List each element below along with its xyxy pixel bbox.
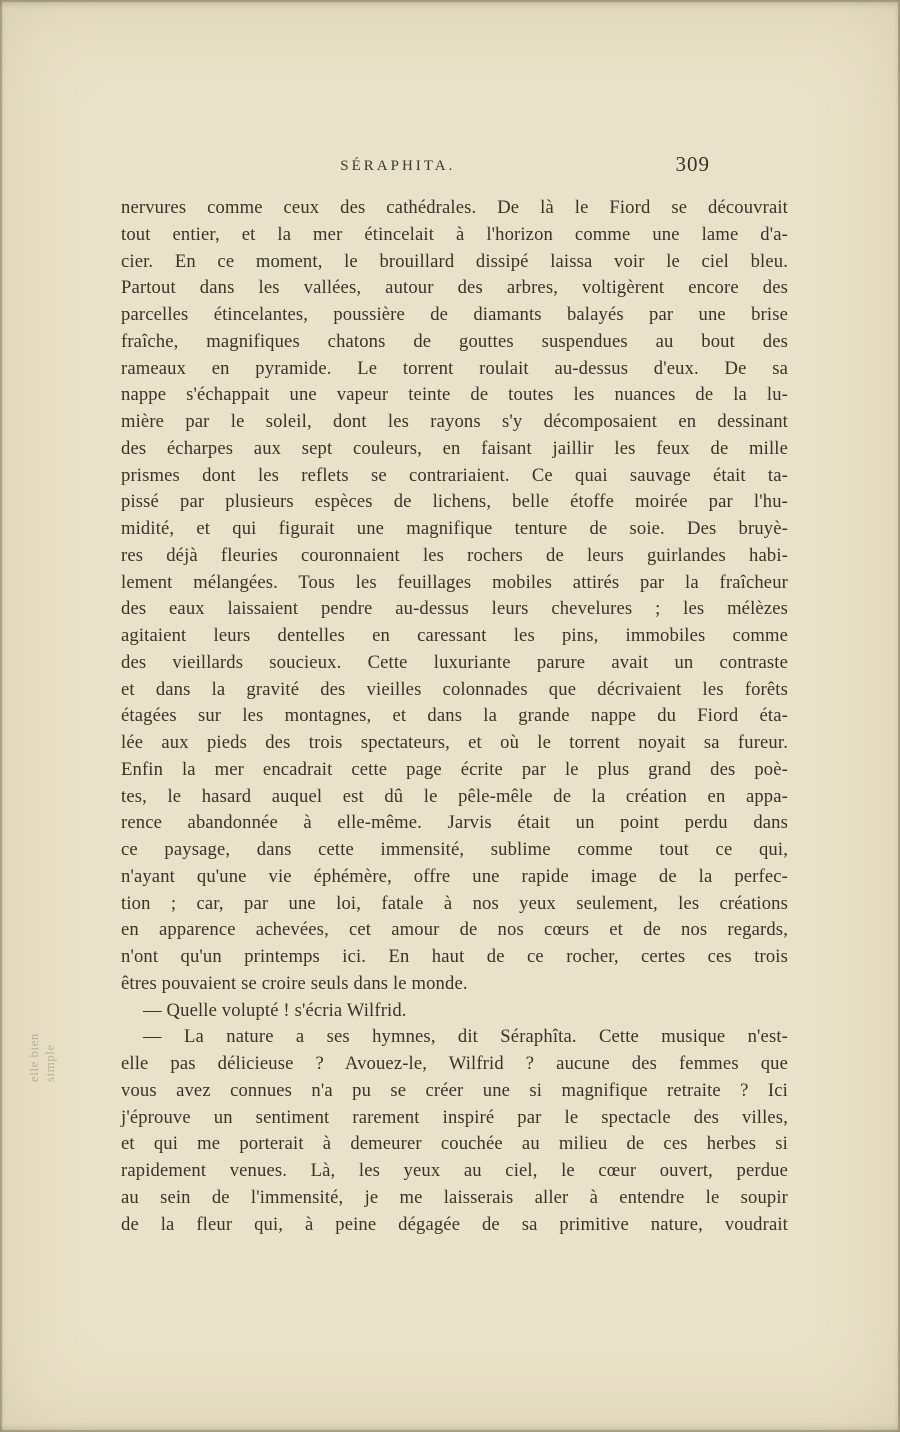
text-line: lement mélangées. Tous les feuillages mobiles attirés par la fraîcheur xyxy=(121,571,788,593)
text-line: des eaux laissaient pendre au-dessus leurs chevelures ; les mélèzes xyxy=(121,598,788,620)
page-header xyxy=(121,152,788,182)
text-line: ce paysage, dans cette immensité, sublime comme tout ce qui, xyxy=(121,839,788,860)
text-line: nappe s'échappait une vapeur teinte de toutes les nuances de la lu- xyxy=(121,384,788,406)
text-line: au sein de l'immensité, je me laisserais aller à entendre le soupir xyxy=(121,1186,788,1208)
text-line: Partout dans les vallées, autour des arbres, voltigèrent encore des xyxy=(121,277,788,299)
text-line: n'ayant qu'une vie éphémère, offre une rapide image de la perfec- xyxy=(121,865,788,887)
text-line: mière par le soleil, dont les rayons s'y décomposaient en dessinant xyxy=(121,411,788,432)
text-line: res déjà fleuries couronnaient les rochers de leurs guirlandes habi- xyxy=(121,544,788,566)
text-line: des écharpes aux sept couleurs, en faisant jaillir les feux de mille xyxy=(121,437,788,459)
text-line: en apparence achevées, cet amour de nos cœurs et de nos regards, xyxy=(121,919,788,941)
text-line: — La nature a ses hymnes, dit Séraphîta. Cette musique n'est- xyxy=(143,1026,788,1048)
text-line: rapidement venues. Là, les yeux au ciel, le cœur ouvert, perdue xyxy=(121,1160,788,1181)
text-line: — Quelle volupté ! s'écria Wilfrid. xyxy=(143,999,407,1021)
text-line: des vieillards soucieux. Cette luxuriante parure avait un contraste xyxy=(121,651,788,673)
text-line: midité, et qui figurait une magnifique tenture de soie. Des bruyè- xyxy=(121,518,788,539)
text-line: tion ; car, par une loi, fatale à nos yeux seulement, les créations xyxy=(121,892,788,914)
text-line: prismes dont les reflets se contrariaient. Ce quai sauvage était ta- xyxy=(121,464,788,486)
text-line: vous avez connues n'a pu se créer une si magnifique retraite ? Ici xyxy=(121,1079,788,1101)
text-line: j'éprouve un sentiment rarement inspiré par le spectacle des villes, xyxy=(121,1106,788,1128)
margin-bleedthrough-text: elle bien simple xyxy=(26,1033,57,1082)
text-line: nervures comme ceux des cathédrales. De là le Fiord se découvrait xyxy=(121,197,788,218)
text-line: de la fleur qui, à peine dégagée de sa primitive nature, voudrait xyxy=(121,1213,788,1235)
page-number: 309 xyxy=(675,152,710,176)
text-line: Enfin la mer encadrait cette page écrite par le plus grand des poè- xyxy=(121,758,788,780)
text-line: étagées sur les montagnes, et dans la grande nappe du Fiord éta- xyxy=(121,705,788,727)
text-line: n'ont qu'un printemps ici. En haut de ce rocher, certes ces trois xyxy=(121,946,788,967)
text-line: fraîche, magnifiques chatons de gouttes suspendues au bout des xyxy=(121,330,788,352)
text-line: et dans la gravité des vieilles colonnades que décrivaient les forêts xyxy=(121,678,788,700)
text-line: rence abandonnée à elle-même. Jarvis était un point perdu dans xyxy=(121,812,788,834)
text-line: agitaient leurs dentelles en caressant les pins, immobiles comme xyxy=(121,625,788,646)
text-line: rameaux en pyramide. Le torrent roulait au-dessus d'eux. De sa xyxy=(121,357,788,379)
text-line: lée aux pieds des trois spectateurs, et où le torrent noyait sa fureur. xyxy=(121,732,788,753)
text-line: et qui me porterait à demeurer couchée au milieu de ces herbes si xyxy=(121,1133,788,1155)
text-line: êtres pouvaient se croire seuls dans le monde. xyxy=(121,972,468,994)
text-line: elle pas délicieuse ? Avouez-le, Wilfrid ? aucune des femmes que xyxy=(121,1053,788,1074)
text-line: tes, le hasard auquel est dû le pêle-mêle de la création en appa- xyxy=(121,785,788,807)
running-title: SÉRAPHITA. xyxy=(340,158,456,174)
text-line: cier. En ce moment, le brouillard dissipé laissa voir le ciel bleu. xyxy=(121,250,788,272)
text-line: pissé par plusieurs espèces de lichens, belle étoffe moirée par l'hu- xyxy=(121,491,788,513)
text-line: tout entier, et la mer étincelait à l'horizon comme une lame d'a- xyxy=(121,223,788,245)
text-line: parcelles étincelantes, poussière de diamants balayés par une brise xyxy=(121,304,788,325)
body-text xyxy=(121,195,788,1238)
